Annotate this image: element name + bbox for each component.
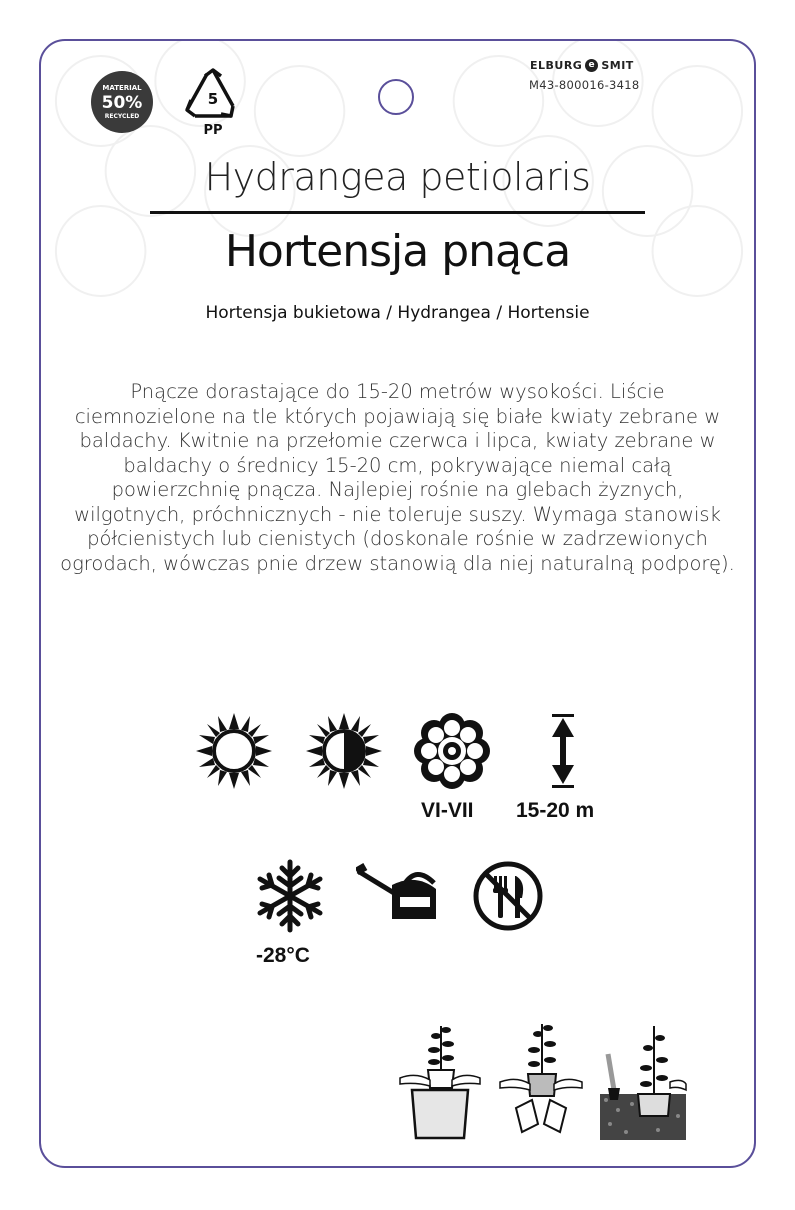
common-name: Hortensja pnąca: [224, 226, 571, 277]
snowflake-icon: [252, 858, 328, 934]
hang-hole: [378, 79, 414, 115]
brand-logo: [530, 59, 660, 72]
product-code: M43-800016-3418: [529, 78, 640, 92]
recycle-material: PP: [203, 123, 223, 138]
planting-step-3-illustration: [598, 1020, 688, 1142]
planting-step-2-illustration: [498, 1020, 584, 1142]
badge-line2: 50%: [101, 93, 143, 113]
not-edible-icon: [472, 860, 544, 932]
title-divider: [150, 211, 645, 214]
height-arrow-icon: [548, 713, 578, 789]
brand-mark: e: [585, 59, 598, 72]
height-label: 15-20 m: [516, 799, 595, 822]
watering-can-icon: [356, 863, 442, 927]
recycle-number: 5: [207, 90, 219, 108]
recycle-pp-icon: [183, 66, 243, 138]
brand-name-2: SMIT: [601, 59, 634, 72]
badge-line1: MATERIAL: [102, 84, 142, 92]
other-names: Hortensja bukietowa / Hydrangea / Hortensie: [205, 303, 590, 323]
description: Pnącze dorastające do 15-20 metrów wysokości. Liście ciemnozielone na tle których pojawiają się białe kwiaty zebrane w baldachy. Kwitnie na przełomie czerwca i lipca, kwiaty zebrane w baldachy o średnicy 15-20 cm, pokrywające niemal całą powierzchnię pnącza. Najlepiej rośnie na glebach żyznych, wilgotnych, próchnicznych - nie toleruje suszy. Wymaga stanowisk półcienistych lub cienistych (doskonale rośnie w zadrzewionych ogrodach, wówczas pnie drzew stanowią dla niej naturalną podporę).: [60, 380, 735, 575]
latin-name: Hydrangea petiolaris: [204, 155, 591, 199]
plant-label-card: [39, 39, 756, 1168]
flower-icon: [414, 713, 490, 789]
recycled-material-badge: [90, 70, 154, 134]
sun-icon: [196, 713, 272, 789]
flowering-label: VI-VII: [421, 799, 474, 822]
planting-step-1-illustration: [398, 1022, 482, 1142]
badge-line3: RECYCLED: [104, 113, 140, 120]
half-shade-icon: [306, 713, 382, 789]
brand-name: ELBURG: [530, 59, 583, 72]
hardiness-label: -28°C: [256, 944, 310, 967]
